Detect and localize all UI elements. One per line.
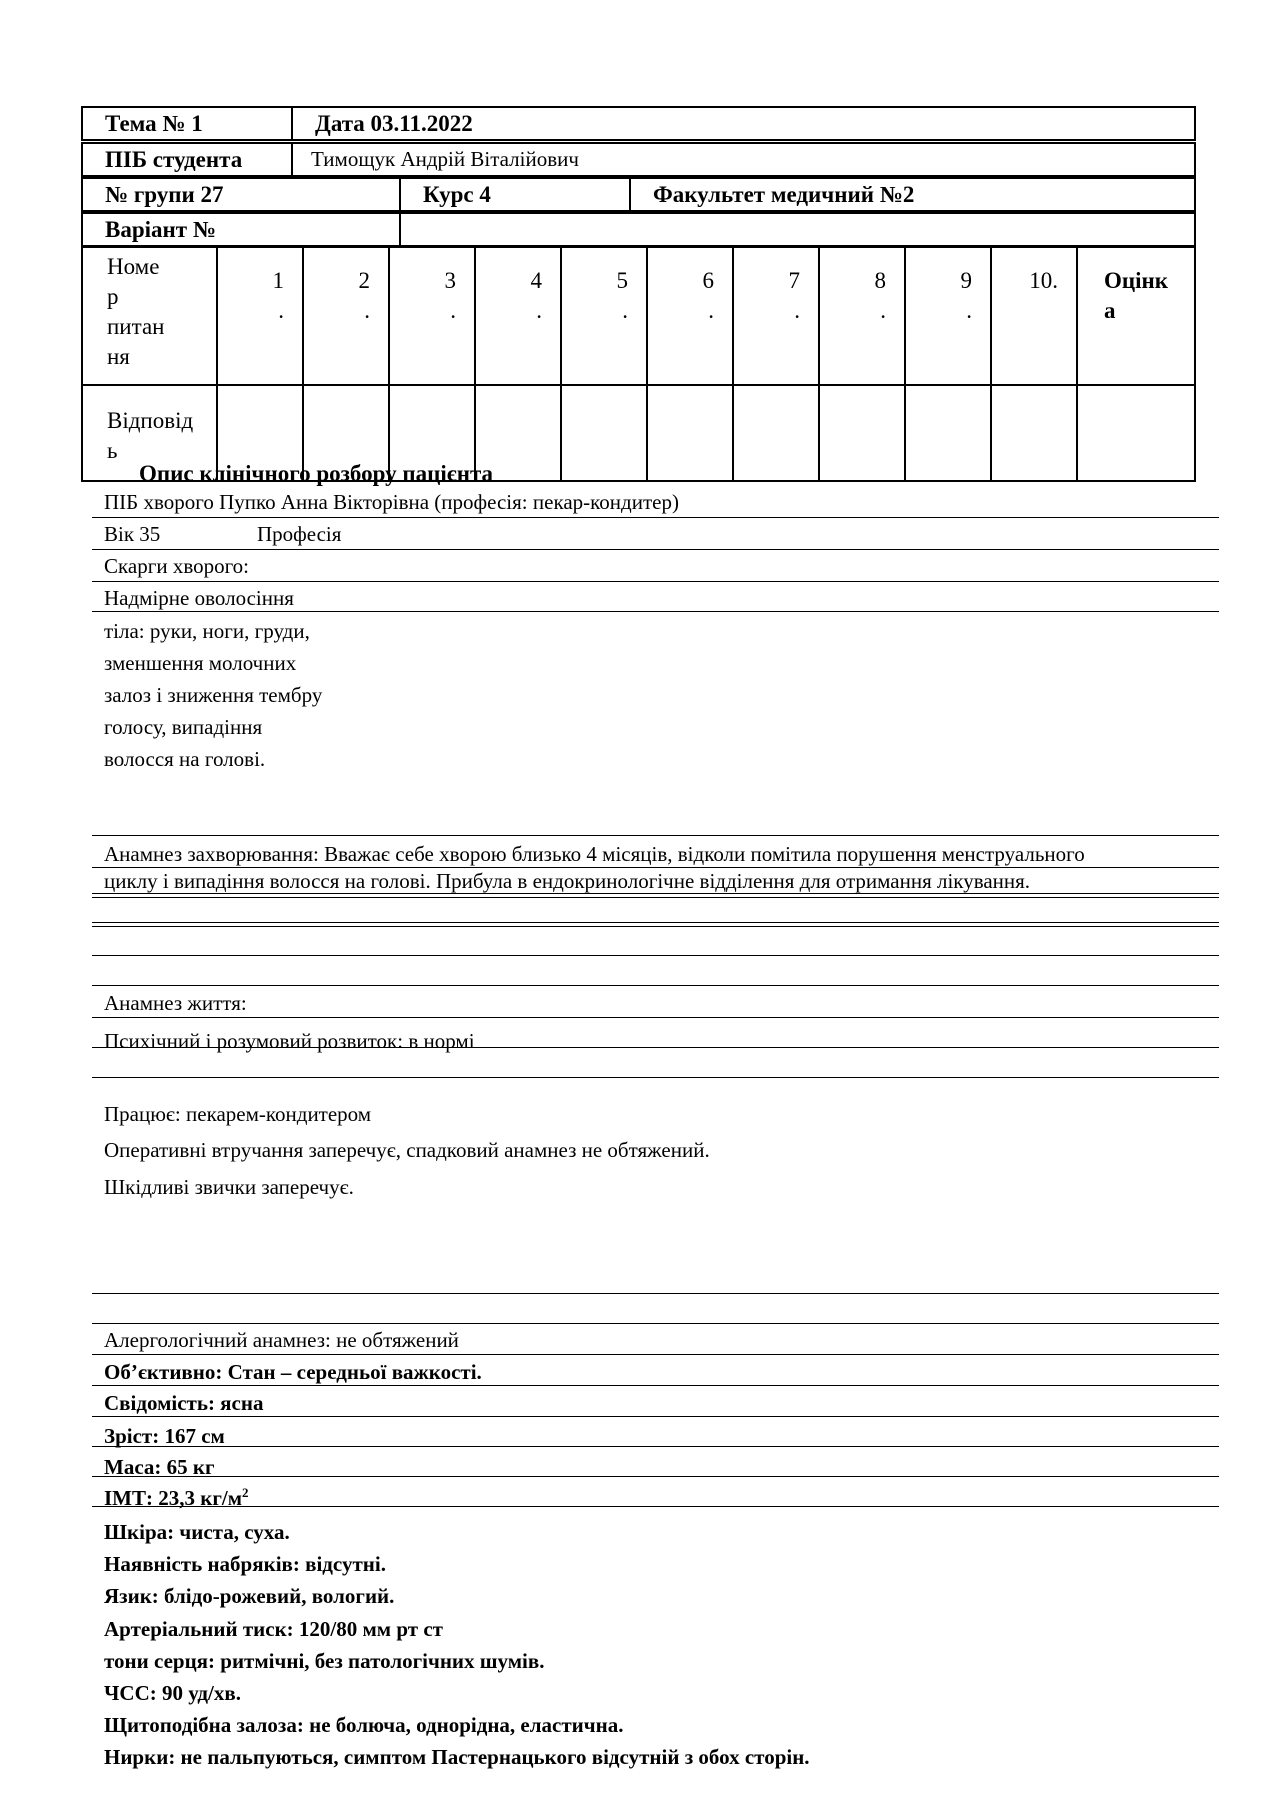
kidneys: Нирки: не пальпуються, симптом Пастернацького відсутній з обох сторін. <box>104 1745 810 1769</box>
divider-line <box>92 517 1219 518</box>
answer-cell[interactable] <box>991 385 1077 481</box>
divider-line <box>92 867 1219 868</box>
answer-label: Відповід ь <box>82 385 217 481</box>
student-label: ПІБ студента <box>82 143 292 176</box>
divider-line <box>92 1506 1219 1507</box>
profession-label: Професія <box>257 522 342 546</box>
thyroid: Щитоподібна залоза: не болюча, однорідна, еластична. <box>104 1713 624 1737</box>
course: Курс 4 <box>400 178 630 211</box>
divider-line <box>92 1047 1219 1048</box>
divider-line <box>92 549 1219 550</box>
topic: Тема № 1 <box>82 107 292 140</box>
divider-line <box>92 835 1219 836</box>
complaint-line: Надмірне оволосіння <box>104 586 294 610</box>
divider-line <box>92 897 1219 898</box>
consciousness: Свідомість: ясна <box>104 1391 264 1415</box>
answer-cell[interactable] <box>819 385 905 481</box>
surgery-heredity: Оперативні втручання заперечує, спадковий анамнез не обтяжений. <box>104 1138 710 1162</box>
habits: Шкідливі звички заперечує. <box>104 1175 354 1199</box>
allergy-history: Алергологічний анамнез: не обтяжений <box>104 1328 459 1352</box>
variant: Варіант № <box>82 213 400 246</box>
question-number: 7 . <box>733 247 819 385</box>
complaints-label: Скарги хворого: <box>104 554 250 578</box>
disease-history-line: циклу і випадіння волосся на голові. Прибула в ендокринологічне відділення для отримання лікування. <box>104 869 1031 893</box>
complaint-line: залоз і зниження тембру <box>104 683 323 707</box>
divider-line <box>92 1476 1219 1477</box>
complaint-line: зменшення молочних <box>104 651 297 675</box>
development: Психічний і розумовий розвиток: в нормі <box>104 1029 475 1053</box>
question-number: 5 . <box>561 247 647 385</box>
tongue: Язик: блідо-рожевий, вологий. <box>104 1584 395 1608</box>
divider-line <box>92 1323 1219 1324</box>
objective-state: Об’єктивно: Стан – середньої важкості. <box>104 1360 482 1384</box>
student-name: Тимощук Андрій Віталійович <box>292 143 1195 176</box>
divider-line <box>92 1446 1219 1447</box>
question-number: 2 . <box>303 247 389 385</box>
divider-line <box>92 955 1219 956</box>
answer-cell[interactable] <box>733 385 819 481</box>
section-title: Опис клінічного розбору пацієнта <box>139 461 494 486</box>
question-number: 1 . <box>217 247 303 385</box>
divider-line <box>92 611 1219 612</box>
faculty: Факультет медичний №2 <box>630 178 1195 211</box>
question-number: 6 . <box>647 247 733 385</box>
divider-line <box>92 1416 1219 1417</box>
question-number: 8 . <box>819 247 905 385</box>
header-row-student <box>81 142 1196 177</box>
grade-cell[interactable] <box>1077 385 1195 481</box>
work: Працює: пекарем-кондитером <box>104 1102 372 1126</box>
bmi: ІМТ: 23,3 $кг/м^2$ <box>104 1485 249 1510</box>
group: № групи 27 <box>82 178 400 211</box>
divider-line <box>92 1354 1219 1355</box>
date: Дата 03.11.2022 <box>292 107 1195 140</box>
heart-rate: ЧСС: 90 уд/хв. <box>104 1681 241 1705</box>
question-number: 3 . <box>389 247 475 385</box>
disease-history-line: Анамнез захворювання: Вважає себе хворою близько 4 місяців, відколи помітила порушення менструального <box>104 842 1085 866</box>
question-number-label: Номе р питан ня <box>82 247 217 385</box>
divider-line <box>92 893 1219 894</box>
weight: Маса: 65 кг <box>104 1455 215 1479</box>
divider-line <box>92 1017 1219 1018</box>
answer-cell[interactable] <box>561 385 647 481</box>
answer-cell[interactable] <box>905 385 991 481</box>
blood-pressure: Артеріальний тиск: 120/80 мм рт ст <box>104 1617 443 1641</box>
complaint-line: голосу, випадіння <box>104 715 263 739</box>
divider-line <box>92 985 1219 986</box>
divider-line <box>92 581 1219 582</box>
answer-cell[interactable] <box>647 385 733 481</box>
patient-name: ПІБ хворого Пупко Анна Вікторівна (професія: пекар-кондитер) <box>104 490 679 514</box>
header-row-group <box>81 177 1196 212</box>
height: Зріст: 167 см <box>104 1424 225 1448</box>
question-number: 9 . <box>905 247 991 385</box>
header-row-topic <box>81 106 1196 141</box>
complaint-line: тіла: руки, ноги, груди, <box>104 619 310 643</box>
grade-label: Оцінк а <box>1077 247 1195 385</box>
divider-line <box>92 926 1219 927</box>
question-number: 4 . <box>475 247 561 385</box>
life-history-label: Анамнез життя: <box>104 991 247 1015</box>
question-number: 10. <box>991 247 1077 385</box>
patient-age: Вік 35 <box>104 522 161 546</box>
edema: Наявність набряків: відсутні. <box>104 1552 386 1576</box>
divider-line <box>92 922 1219 923</box>
answers-table <box>81 246 1196 482</box>
divider-line <box>92 1077 1219 1078</box>
divider-line <box>92 1385 1219 1386</box>
heart-sounds: тони серця: ритмічні, без патологічних шумів. <box>104 1649 545 1673</box>
skin: Шкіра: чиста, суха. <box>104 1520 290 1544</box>
variant-value <box>400 213 1195 246</box>
divider-line <box>92 1293 1219 1294</box>
complaint-line: волосся на голові. <box>104 747 266 771</box>
header-row-variant <box>81 212 1196 247</box>
